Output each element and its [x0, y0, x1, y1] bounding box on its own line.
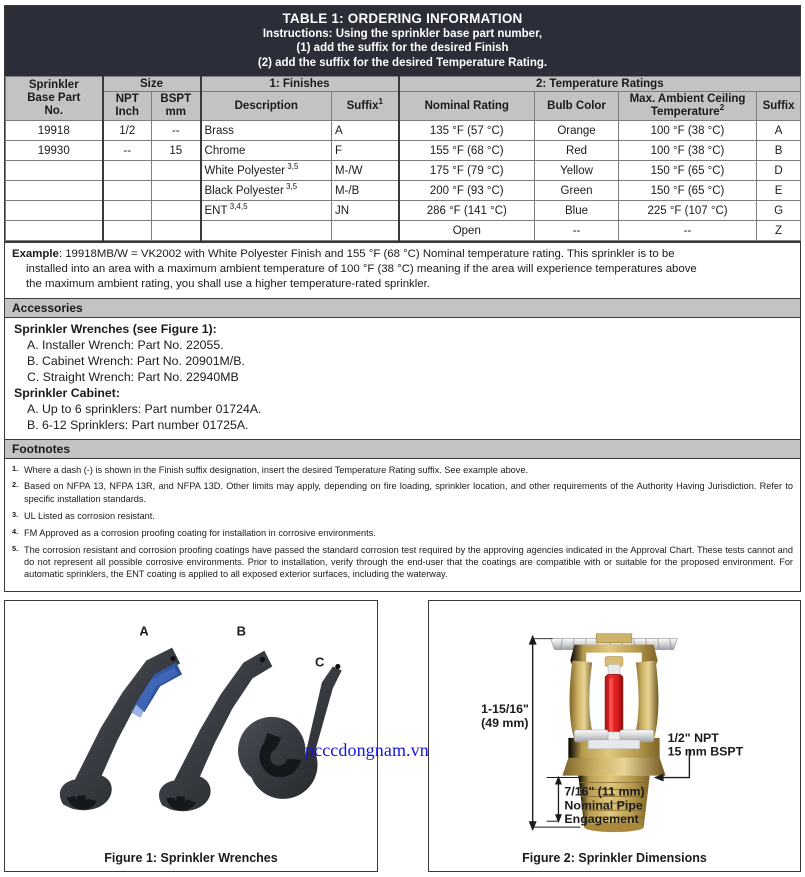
thread-label-line2: 15 mm BSPT [667, 744, 744, 759]
footnote-number: 2. [12, 480, 19, 490]
cell-description: Chrome [201, 141, 332, 161]
accessories-section-header: Accessories [5, 298, 800, 318]
footnote-number: 3. [12, 509, 19, 519]
cell-bspt [152, 181, 201, 201]
table-row [6, 221, 801, 241]
cell-base-part [6, 161, 103, 181]
cell-description [201, 221, 332, 241]
table-banner [5, 6, 800, 76]
wrench-c-illustration [238, 664, 342, 799]
figure-2-artwork [429, 601, 800, 845]
example-block [5, 241, 800, 297]
height-label-line1: 1-15/16" [481, 702, 529, 717]
header-base-part: Sprinkler Base Part No. [6, 76, 103, 121]
height-label-line2: (49 mm) [481, 715, 529, 730]
example-line-2: installed into an area with a maximum ambient temperature of 100 °F (38 °C) meaning if the area will experience temperatures above [26, 263, 697, 276]
wrench-label-b: B [236, 623, 246, 639]
wrench-item: C. Straight Wrench: Part No. 22940MB [27, 369, 239, 384]
cell-npt [103, 161, 152, 181]
footnote-ref: 3,4,5 [227, 201, 248, 211]
sub-header-row [6, 92, 801, 121]
cell-npt: 1/2 [103, 121, 152, 141]
cell-nominal: 135 °F (57 °C) [399, 121, 535, 141]
cell-nominal: 175 °F (79 °C) [399, 161, 535, 181]
cabinet-item: A. Up to 6 sprinklers: Part number 01724A. [27, 401, 262, 416]
cell-ambient: 225 °F (107 °C) [619, 201, 757, 221]
footnote-number: 1. [12, 463, 19, 473]
header-group-temperature-ratings: 2: Temperature Ratings [399, 76, 801, 92]
group-header-row [6, 76, 801, 92]
accessories-content [5, 318, 800, 439]
wrenches-heading: Sprinkler Wrenches (see Figure 1): [14, 321, 217, 336]
footnote-item [12, 527, 793, 539]
cell-temp-suffix: G [757, 201, 801, 221]
cabinet-item: B. 6-12 Sprinklers: Part number 01725A. [27, 417, 249, 432]
footnote-text: FM Approved as a corrosion proofing coating for installation in corrosive environments. [24, 527, 376, 538]
cell-finish-suffix: M-/W [332, 161, 399, 181]
cell-base-part: 19918 [6, 121, 103, 141]
header-description: Description [201, 92, 332, 121]
figure-1-artwork [5, 601, 377, 845]
footnote-ref: 3,5 [283, 181, 298, 191]
cell-base-part [6, 181, 103, 201]
footnotes-content [5, 459, 800, 592]
instruction-line-3: (2) add the suffix for the desired Temperature Rating. [257, 56, 548, 69]
cell-base-part [6, 221, 103, 241]
cell-finish-suffix: JN [332, 201, 399, 221]
footnote-item [12, 510, 793, 522]
instruction-line-1: Instructions: Using the sprinkler base part number, [262, 28, 543, 41]
cell-finish-suffix: F [332, 141, 399, 161]
engagement-label-line3: Engagement [564, 812, 639, 827]
footnote-text: The corrosion resistant and corrosion proofing coatings have passed the standard corrosion test required by the approving agencies indicated in the Approval Chart. These tests cannot and do not represent all possible corrosive environments. Prior to installation, verify through the end-user that the coatings are compatible with or suitable for the proposed environment. For automatic sprinklers, the ENT coating is applied to all exposed exterior surfaces, including the waterway. [24, 544, 793, 580]
table-row [6, 161, 801, 181]
footnote-item [12, 464, 793, 476]
footnote-number: 5. [12, 543, 19, 553]
header-group-finishes: 1: Finishes [201, 76, 399, 92]
cell-npt [103, 221, 152, 241]
cabinet-heading: Sprinkler Cabinet: [14, 385, 120, 400]
header-nominal-rating: Nominal Rating [399, 92, 535, 121]
cell-ambient: 100 °F (38 °C) [619, 121, 757, 141]
cell-ambient: -- [619, 221, 757, 241]
ordering-information-table [4, 5, 801, 592]
cell-nominal: Open [399, 221, 535, 241]
ordering-grid [5, 76, 801, 242]
cell-description: White Polyester $^{3,5}$ [201, 161, 332, 181]
cell-bulb: Green [535, 181, 619, 201]
engagement-label-line1: 7/16" (11 mm) [564, 784, 645, 799]
figure-1-box [4, 600, 378, 872]
cell-finish-suffix: M-/B [332, 181, 399, 201]
footnote-text: UL Listed as corrosion resistant. [24, 510, 155, 521]
figure-1-caption: Figure 1: Sprinkler Wrenches [104, 851, 278, 865]
figure-2-caption: Figure 2: Sprinkler Dimensions [522, 851, 707, 865]
header-bulb-color: Bulb Color [535, 92, 619, 121]
cell-base-part [6, 201, 103, 221]
cell-bulb: Red [535, 141, 619, 161]
watermark: pcccdongnam.vn [305, 740, 429, 760]
figure-2-box [428, 600, 801, 872]
footnote-ref: 3,5 [285, 161, 299, 171]
cell-bspt [152, 161, 201, 181]
footnote-text: Based on NFPA 13, NFPA 13R, and NFPA 13D. Other limits may apply, depending on fire loading, sprinkler location, and other requirements of the Authority Having Jurisdiction. Refer to specific installation standards. [24, 481, 793, 504]
cell-bspt [152, 221, 201, 241]
cell-finish-suffix [332, 221, 399, 241]
cell-description: ENT $^{3,4,5}$ [201, 201, 332, 221]
cell-bulb: Orange [535, 121, 619, 141]
cell-finish-suffix: A [332, 121, 399, 141]
wrench-label-c: C [314, 654, 325, 670]
cell-bulb: Blue [535, 201, 619, 221]
footnotes-section-header: Footnotes [5, 439, 800, 459]
table-title: TABLE 1: ORDERING INFORMATION [282, 11, 523, 26]
cell-ambient: 100 °F (38 °C) [619, 141, 757, 161]
cell-bulb: Yellow [535, 161, 619, 181]
header-npt-inch: NPT Inch [103, 92, 152, 121]
cell-npt [103, 201, 152, 221]
example-line-1: Example: 19918MB/W = VK2002 with White Polyester Finish and 155 °F (68 °C) Nominal temperature rating. This sprinkler is to be [12, 248, 675, 261]
cell-temp-suffix: D [757, 161, 801, 181]
table-body [6, 121, 801, 241]
footnote-item [12, 544, 793, 581]
wrench-item: A. Installer Wrench: Part No. 22055. [27, 337, 224, 352]
cell-description: Brass [201, 121, 332, 141]
cell-nominal: 286 °F (141 °C) [399, 201, 535, 221]
cell-temp-suffix: E [757, 181, 801, 201]
wrench-item: B. Cabinet Wrench: Part No. 20901M/B. [27, 353, 245, 368]
header-finish-suffix: Suffix$^1$ [332, 92, 399, 121]
example-line-3: the maximum ambient rating, you shall use a higher temperature-rated sprinkler. [26, 278, 430, 291]
cell-npt: -- [103, 141, 152, 161]
table-row [6, 201, 801, 221]
cell-temp-suffix: B [757, 141, 801, 161]
instruction-line-2: (1) add the suffix for the desired Finish [296, 42, 509, 55]
cell-bspt: -- [152, 121, 201, 141]
header-group-size: Size [103, 76, 201, 92]
header-bspt-mm: BSPT mm [152, 92, 201, 121]
table-row [6, 121, 801, 141]
table-row [6, 141, 801, 161]
header-max-ambient: Max. Ambient Ceiling Temperature$^2$ [619, 92, 757, 121]
footnote-item [12, 480, 793, 505]
footnote-text: Where a dash (-) is shown in the Finish suffix designation, insert the desired Temperature Rating suffix. See example above. [24, 464, 529, 475]
cell-bspt [152, 201, 201, 221]
cell-temp-suffix: Z [757, 221, 801, 241]
wrench-label-a: A [139, 623, 149, 639]
engagement-label-line2: Nominal Pipe [564, 798, 643, 813]
cell-nominal: 155 °F (68 °C) [399, 141, 535, 161]
cell-base-part: 19930 [6, 141, 103, 161]
cell-temp-suffix: A [757, 121, 801, 141]
header-temp-suffix: Suffix [757, 92, 801, 121]
cell-nominal: 200 °F (93 °C) [399, 181, 535, 201]
cell-bspt: 15 [152, 141, 201, 161]
cell-bulb: -- [535, 221, 619, 241]
cell-ambient: 150 °F (65 °C) [619, 181, 757, 201]
cell-description: Black Polyester $^{3,5}$ [201, 181, 332, 201]
cell-npt [103, 181, 152, 201]
footnote-number: 4. [12, 526, 19, 536]
table-row [6, 181, 801, 201]
cell-ambient: 150 °F (65 °C) [619, 161, 757, 181]
thread-label-line1: 1/2" NPT [667, 730, 719, 745]
